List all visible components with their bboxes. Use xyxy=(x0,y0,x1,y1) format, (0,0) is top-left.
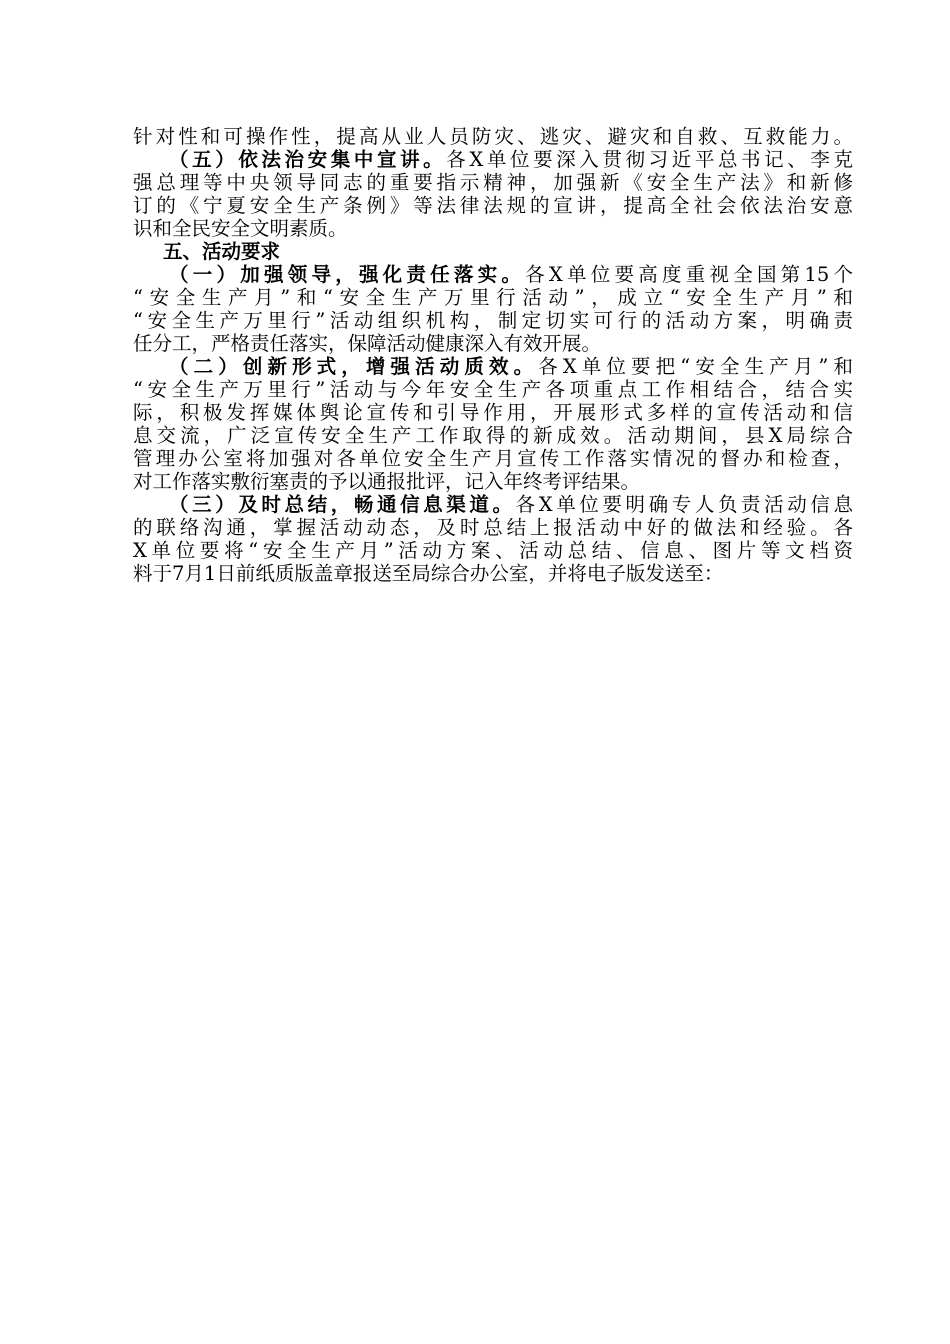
paragraph-line xyxy=(133,470,853,493)
line-text: 针对性和可操作性，提高从业人员防灾、逃灾、避灾和自救、互救能力。 xyxy=(133,125,853,148)
paragraph-line xyxy=(133,286,853,309)
paragraph-line xyxy=(133,539,853,562)
line-text: 各X单位要明确专人负责活动信息 xyxy=(515,493,853,516)
paragraph-line xyxy=(133,125,853,148)
line-text: 订的《宁夏安全生产条例》等法律法规的宣讲，提高全社会依法治安意 xyxy=(133,194,853,217)
paragraph-line xyxy=(133,378,853,401)
section-title: 五、活动要求 xyxy=(163,240,281,263)
line-text: 各X单位要深入贯彻习近平总书记、李克 xyxy=(446,148,853,171)
paragraph-line-item-one xyxy=(133,263,853,286)
document-body xyxy=(133,125,853,585)
paragraph-line xyxy=(133,217,853,240)
line-text: “安全生产万里行”活动组织机构，制定切实可行的活动方案，明确责 xyxy=(133,309,853,332)
paragraph-line xyxy=(133,194,853,217)
paragraph-line xyxy=(133,447,853,470)
paragraph-line xyxy=(133,424,853,447)
paragraph-line xyxy=(133,309,853,332)
paragraph-line xyxy=(133,562,853,585)
line-text: 管理办公室将加强对各单位安全生产月宣传工作落实情况的督办和检查， xyxy=(133,447,853,470)
paragraph-line-item-three xyxy=(133,493,853,516)
item-heading: （五）依法治安集中宣讲。 xyxy=(169,148,447,171)
line-text: 际，积极发挥媒体舆论宣传和引导作用，开展形式多样的宣传活动和信 xyxy=(133,401,853,424)
paragraph-line xyxy=(133,171,853,194)
line-text: 息交流，广泛宣传安全生产工作取得的新成效。活动期间，县X局综合 xyxy=(133,424,853,447)
line-text: 各X单位要高度重视全国第15个 xyxy=(525,263,853,286)
line-text: “安全生产万里行”活动与今年安全生产各项重点工作相结合，结合实 xyxy=(133,378,853,401)
item-heading: （二）创新形式，增强活动质效。 xyxy=(169,355,539,378)
paragraph-line-item-five xyxy=(133,148,853,171)
line-text: 对工作落实敷衍塞责的予以通报批评，记入年终考评结果。 xyxy=(133,470,641,493)
line-text: 强总理等中央领导同志的重要指示精神，加强新《安全生产法》和新修 xyxy=(133,171,853,194)
line-text: 任分工，严格责任落实，保障活动健康深入有效开展。 xyxy=(133,332,602,355)
paragraph-line xyxy=(133,332,853,355)
item-heading: （三）及时总结，畅通信息渠道。 xyxy=(169,493,516,516)
section-heading xyxy=(133,240,853,263)
item-heading: （一）加强领导，强化责任落实。 xyxy=(169,263,526,286)
paragraph-line xyxy=(133,516,853,539)
line-text: 料于7月1日前纸质版盖章报送至局综合办公室，并将电子版发送至： xyxy=(133,562,724,585)
line-text: X单位要将“安全生产月”活动方案、活动总结、信息、图片等文档资 xyxy=(133,539,853,562)
paragraph-line-item-two xyxy=(133,355,853,378)
line-text: 各X单位要把“安全生产月”和 xyxy=(538,355,853,378)
line-text: 的联络沟通，掌握活动动态，及时总结上报活动中好的做法和经验。各 xyxy=(133,516,853,539)
line-text: 识和全民安全文明素质。 xyxy=(133,217,348,240)
paragraph-line xyxy=(133,401,853,424)
line-text: “安全生产月”和“安全生产万里行活动”，成立“安全生产月”和 xyxy=(133,286,853,309)
